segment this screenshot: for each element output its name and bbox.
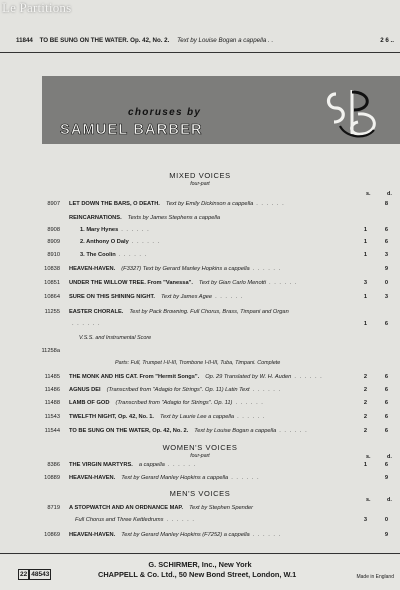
work-detail: Text by Louise Bogan a cappella xyxy=(194,428,277,434)
list-item xyxy=(34,239,394,247)
catalog-number: 8908 xyxy=(47,227,60,233)
womens-voices-subheading: four-part xyxy=(190,453,210,459)
list-item xyxy=(34,227,394,235)
leader-dots: . . . . . . xyxy=(121,227,150,233)
catalog-code-number: 48543 xyxy=(31,571,50,578)
catalog-number: 11258a xyxy=(41,348,60,354)
list-item xyxy=(34,475,394,483)
leader-dots: . . . . . . xyxy=(231,475,260,481)
work-title xyxy=(69,309,289,315)
list-item xyxy=(34,252,394,260)
list-item xyxy=(34,462,394,470)
mens-voices-heading: MEN'S VOICES xyxy=(169,489,231,498)
work-title-text: A STOPWATCH AND AN ORDNANCE MAP. xyxy=(69,505,184,511)
price-pence: 6 xyxy=(384,321,388,327)
list-item xyxy=(34,215,394,223)
catalog-number: 8910 xyxy=(47,252,60,258)
work-title-text: THE VIRGIN MARTYRS. xyxy=(69,462,133,468)
leader-dots: . . . . . . xyxy=(118,252,148,258)
list-item xyxy=(34,266,394,274)
work-title-text: LET DOWN THE BARS, O DEATH. xyxy=(69,201,160,207)
work-title-text: LAMB OF GOD xyxy=(69,400,110,406)
leader-dots: . . . . . . xyxy=(256,201,285,207)
price-pence: 6 xyxy=(384,227,388,233)
work-title-text: TO BE SUNG ON THE WATER, Op. 42, No. 2. xyxy=(69,428,189,434)
work-detail: Text by Pack Browning. Full Chorus, Brass, Timpani and Organ xyxy=(129,309,289,315)
col-shillings: s. xyxy=(366,454,371,460)
publisher-line-1: G. SCHIRMER, Inc., New York xyxy=(148,560,252,569)
price-shillings: 1 xyxy=(363,252,367,258)
work-title xyxy=(69,462,196,468)
leader-dots: . . . . . . xyxy=(252,387,282,393)
catalog-number: 10864 xyxy=(44,294,60,300)
list-item xyxy=(34,532,394,540)
work-title xyxy=(69,414,266,420)
catalog-code-prefix: 22 xyxy=(20,571,28,578)
catalog-number: 10838 xyxy=(44,266,60,272)
work-title xyxy=(80,239,160,245)
top-entry-title: TO BE SUNG ON THE WATER. Op. 42, No. 2. xyxy=(39,37,170,44)
list-item xyxy=(34,414,394,422)
work-detail: (Transcribed from "Adagio for Strings". Op. 11) xyxy=(115,400,233,406)
work-title xyxy=(69,201,285,207)
price-shillings: 1 xyxy=(363,227,367,233)
price-shillings: 3 xyxy=(363,517,367,523)
work-detail: Text by Stephen Spender xyxy=(189,505,254,511)
work-title-text: HEAVEN-HAVEN. xyxy=(69,266,116,272)
work-title xyxy=(69,505,253,511)
catalog-code xyxy=(18,569,51,579)
work-title xyxy=(80,227,150,233)
catalog-number: 8719 xyxy=(47,505,60,511)
catalog-number: 11486 xyxy=(44,387,60,393)
price-shillings: 1 xyxy=(363,239,367,245)
list-item xyxy=(34,280,394,288)
price-pence: 9 xyxy=(384,532,388,538)
price-pence: 6 xyxy=(384,239,388,245)
leader-dots: . . . . . . xyxy=(215,294,244,300)
work-detail: Text by James Agee xyxy=(160,294,213,300)
work-title-text: REINCARNATIONS. xyxy=(69,215,122,221)
work-title-text: 3. The Coolin xyxy=(80,252,116,258)
schirmer-monogram-logo xyxy=(322,84,384,142)
price-pence: 9 xyxy=(384,266,388,272)
catalog-number: 10889 xyxy=(44,475,60,481)
work-title xyxy=(69,280,297,286)
col-pence: d. xyxy=(387,191,392,197)
work-title xyxy=(69,266,281,272)
work-detail: Text by Laurie Lee a cappella xyxy=(160,414,235,420)
divider xyxy=(0,52,400,53)
work-detail: Text by Gian Carlo Menotti xyxy=(198,280,267,286)
price-shillings: 2 xyxy=(363,400,367,406)
catalog-number: 8909 xyxy=(47,239,60,245)
list-item xyxy=(34,505,394,513)
work-detail: (F3327) Text by Gerard Manley Hopkins a cappella xyxy=(121,266,250,272)
leader-dots: . . . . . . xyxy=(131,239,161,245)
work-title xyxy=(80,252,147,258)
work-title-text: SURE ON THIS SHINING NIGHT. xyxy=(69,294,155,300)
work-title-text: THE MONK AND HIS CAT. From "Hermit Songs". xyxy=(69,374,200,380)
list-item xyxy=(34,387,394,395)
col-pence: d. xyxy=(387,454,392,460)
work-title-text: 1. Mary Hynes xyxy=(80,227,119,233)
list-item xyxy=(34,400,394,408)
work-detail: Text by Gerard Manley Hopkins (F7252) a cappella xyxy=(121,532,250,538)
catalog-number: 11255 xyxy=(44,309,60,315)
col-shillings: s. xyxy=(366,497,371,503)
price-pence: 0 xyxy=(384,280,388,286)
work-detail: Op. 29 Translated by W. H. Auden xyxy=(205,374,292,380)
top-entry-price: 2 6 .. xyxy=(380,37,394,44)
price-pence: 6 xyxy=(384,462,388,468)
watermark: Le Partitions xyxy=(2,0,72,15)
work-title xyxy=(69,428,308,434)
price-pence: 9 xyxy=(384,475,388,481)
leader-dots: . . . . . . xyxy=(279,428,308,434)
work-title-text: 2. Anthony O Daly xyxy=(80,239,129,245)
col-shillings: s. xyxy=(366,191,371,197)
work-title xyxy=(69,475,260,481)
work-title xyxy=(69,387,281,393)
list-item xyxy=(34,428,394,436)
mixed-voices-subheading: four-part xyxy=(190,181,210,187)
catalog-number: 10869 xyxy=(44,532,60,538)
price-shillings: 3 xyxy=(363,280,367,286)
leader-dots: . . . . . . xyxy=(294,374,323,380)
list-item xyxy=(34,321,394,329)
composer-name: SAMUEL BARBER xyxy=(60,122,203,138)
list-item xyxy=(34,348,394,356)
divider xyxy=(0,553,400,554)
catalog-number: 8907 xyxy=(47,201,60,207)
womens-voices-heading: WOMEN'S VOICES xyxy=(162,443,238,452)
price-pence: 3 xyxy=(384,294,388,300)
work-title-text: AGNUS DEI xyxy=(69,387,101,393)
work-detail: a cappella xyxy=(138,462,165,468)
work-title xyxy=(69,517,195,523)
work-detail: Full Chorus and Three Kettledrums xyxy=(75,517,164,523)
catalog-number: 11543 xyxy=(44,414,60,420)
work-title-text: TWELFTH NIGHT, Op. 42, No. 1. xyxy=(69,414,154,420)
work-title-text: HEAVEN-HAVEN. xyxy=(69,532,116,538)
catalog-number: 11485 xyxy=(44,374,60,380)
leader-dots: . . . . . . xyxy=(237,414,266,420)
price-shillings: 2 xyxy=(363,387,367,393)
top-entry xyxy=(16,37,400,49)
price-shillings: 2 xyxy=(363,428,367,434)
price-shillings: 2 xyxy=(363,414,367,420)
banner-subtitle: choruses by xyxy=(128,107,202,118)
work-detail: (Transcribed from "Adagio for Strings". Op. 11) Latin Text xyxy=(106,387,250,393)
price-pence: 6 xyxy=(384,387,388,393)
col-pence: d. xyxy=(387,497,392,503)
price-pence: 8 xyxy=(384,201,388,207)
leader-dots: . . . . . . xyxy=(252,266,282,272)
price-pence: 0 xyxy=(384,517,388,523)
work-title xyxy=(69,400,264,406)
price-shillings: 1 xyxy=(363,294,367,300)
work-detail: Texts by James Stephens a cappella xyxy=(127,215,221,221)
leader-dots: . . . . . . xyxy=(166,517,195,523)
work-title xyxy=(69,215,220,221)
mixed-voices-heading: MIXED VOICES xyxy=(169,171,231,180)
top-entry-text: Text by Louise Bogan a cappella . . xyxy=(177,37,274,44)
continuation-line: V.S.S. and Instrumental Score xyxy=(79,335,152,341)
work-title-text: HEAVEN-HAVEN. xyxy=(69,475,116,481)
leader-dots: . . . . . . xyxy=(252,532,282,538)
catalog-number: 11488 xyxy=(44,400,60,406)
price-pence: 3 xyxy=(384,252,388,258)
made-in-label: Made in England xyxy=(356,574,394,580)
catalog-number: 11544 xyxy=(44,428,60,434)
list-item xyxy=(34,309,394,317)
top-entry-number: 11844 xyxy=(16,37,33,44)
price-shillings: 1 xyxy=(363,321,367,327)
publisher-line-2: CHAPPELL & Co. Ltd., 50 New Bond Street, London, W.1 xyxy=(98,570,297,579)
leader-dots: . . . . . . xyxy=(269,280,298,286)
price-pence: 6 xyxy=(384,374,388,380)
list-item xyxy=(34,374,394,382)
leader-dots: . . . . . . xyxy=(167,462,197,468)
work-detail: Text by Emily Dickinson a cappella xyxy=(165,201,254,207)
work-title-text: EASTER CHORALE. xyxy=(69,309,124,315)
work-title xyxy=(69,321,100,327)
continuation-line: Parts: Full, Trumpet I-II-III, Trombone I-II-III, Tuba, Timpani. Complete xyxy=(115,360,281,366)
work-title xyxy=(69,532,281,538)
list-item xyxy=(34,294,394,302)
price-pence: 6 xyxy=(384,428,388,434)
work-detail: Text by Gerard Manley Hopkins a cappella xyxy=(121,475,229,481)
price-pence: 6 xyxy=(384,414,388,420)
price-shillings: 1 xyxy=(363,462,367,468)
work-title xyxy=(69,294,243,300)
work-title xyxy=(69,374,323,380)
price-shillings: 2 xyxy=(363,374,367,380)
leader-dots: . . . . . . xyxy=(235,400,264,406)
catalog-number: 8386 xyxy=(47,462,60,468)
catalog-number: 10851 xyxy=(44,280,60,286)
price-pence: 6 xyxy=(384,400,388,406)
list-item xyxy=(34,201,394,209)
work-title-text: UNDER THE WILLOW TREE. From "Vanessa". xyxy=(69,280,193,286)
leader-dots: . . . . . . xyxy=(72,321,101,327)
list-item xyxy=(34,517,394,525)
